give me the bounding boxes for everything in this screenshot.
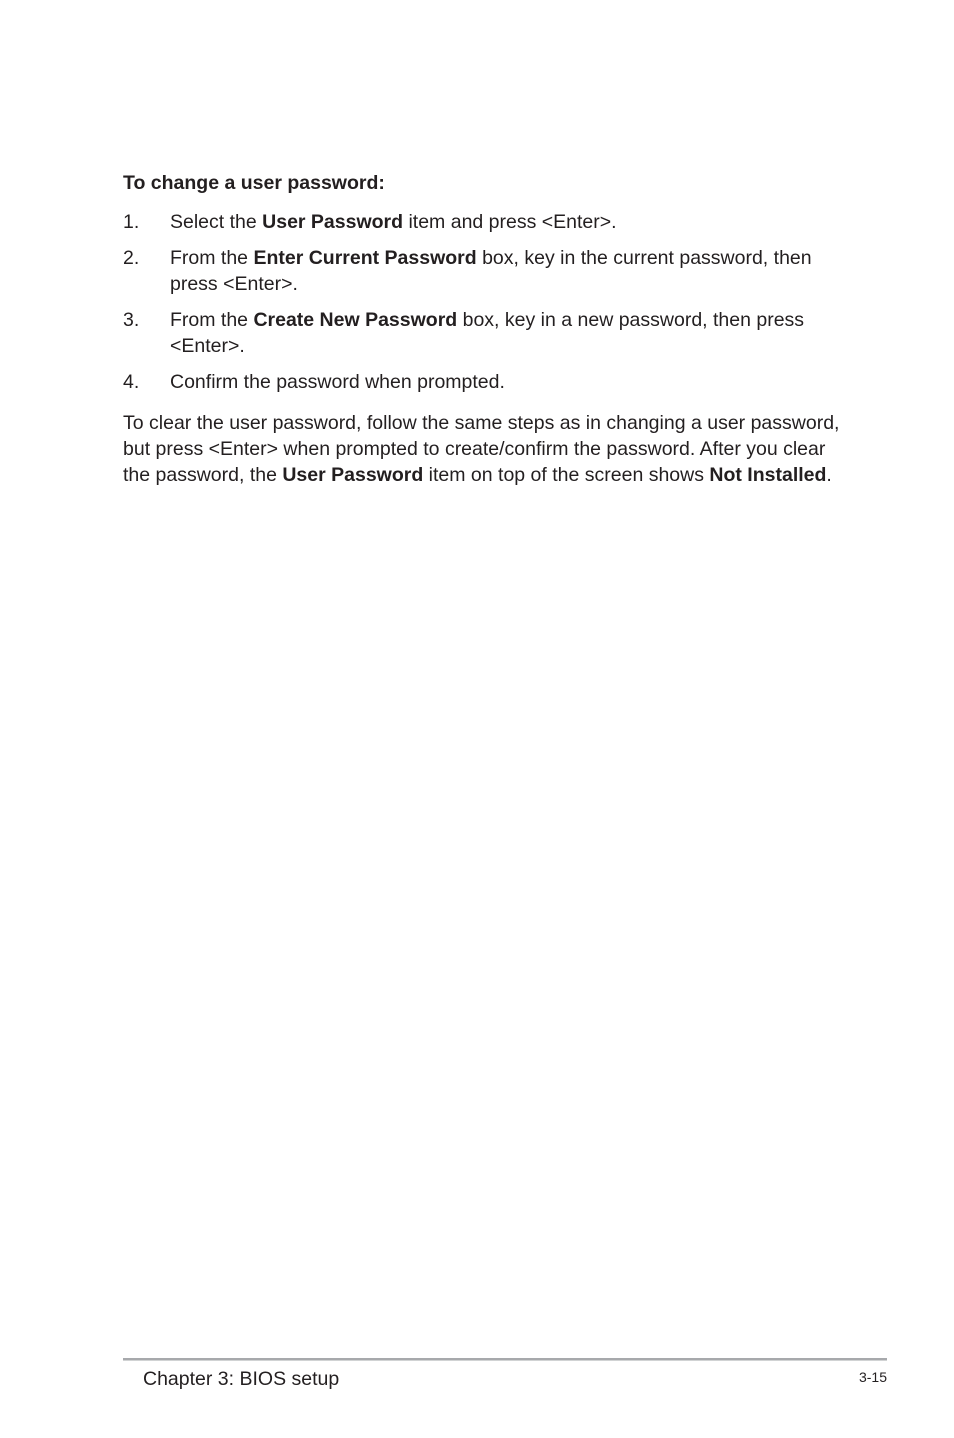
text-run: item and press <Enter>.: [403, 211, 617, 233]
page-content: [123, 170, 843, 488]
bold-term: Enter Current Password: [253, 247, 477, 269]
list-item: [123, 209, 843, 235]
text-run: item on top of the screen shows: [423, 464, 710, 486]
section-heading: To change a user password:: [123, 172, 385, 194]
footer-divider: [123, 1358, 887, 1361]
bold-term: Create New Password: [253, 309, 458, 331]
list-item: [123, 369, 843, 395]
step-text: [170, 369, 843, 395]
bold-term: Not Installed: [709, 464, 827, 486]
bold-term: User Password: [282, 464, 424, 486]
list-item: [123, 245, 843, 297]
step-text: [170, 209, 843, 235]
footer-chapter-title: Chapter 3: BIOS setup: [143, 1368, 340, 1390]
list-item: [123, 307, 843, 359]
clear-password-paragraph: [123, 410, 843, 488]
text-run: .: [826, 464, 832, 486]
text-run: From the: [170, 247, 254, 269]
text-run: Select the: [170, 211, 263, 233]
step-number: 4.: [123, 371, 140, 393]
text-run: Confirm the password when prompted.: [170, 371, 505, 393]
bold-term: User Password: [262, 211, 404, 233]
page-number: 3-15: [858, 1369, 887, 1385]
step-number: 1.: [123, 211, 140, 233]
text-run: To clear the user password, follow the same steps as in changing a user password, but press <Enter> when prompted to create/confirm the password. After you clear the password, the: [123, 412, 840, 486]
step-number: 2.: [123, 247, 140, 269]
text-run: From the: [170, 309, 254, 331]
text-run: box, key in a new password, then press <Enter>.: [170, 309, 805, 357]
text-run: box, key in the current password, then press <Enter>.: [170, 247, 812, 295]
step-text: [170, 245, 843, 297]
steps-list: [123, 209, 843, 395]
step-number: 3.: [123, 309, 140, 331]
step-text: [170, 307, 843, 359]
